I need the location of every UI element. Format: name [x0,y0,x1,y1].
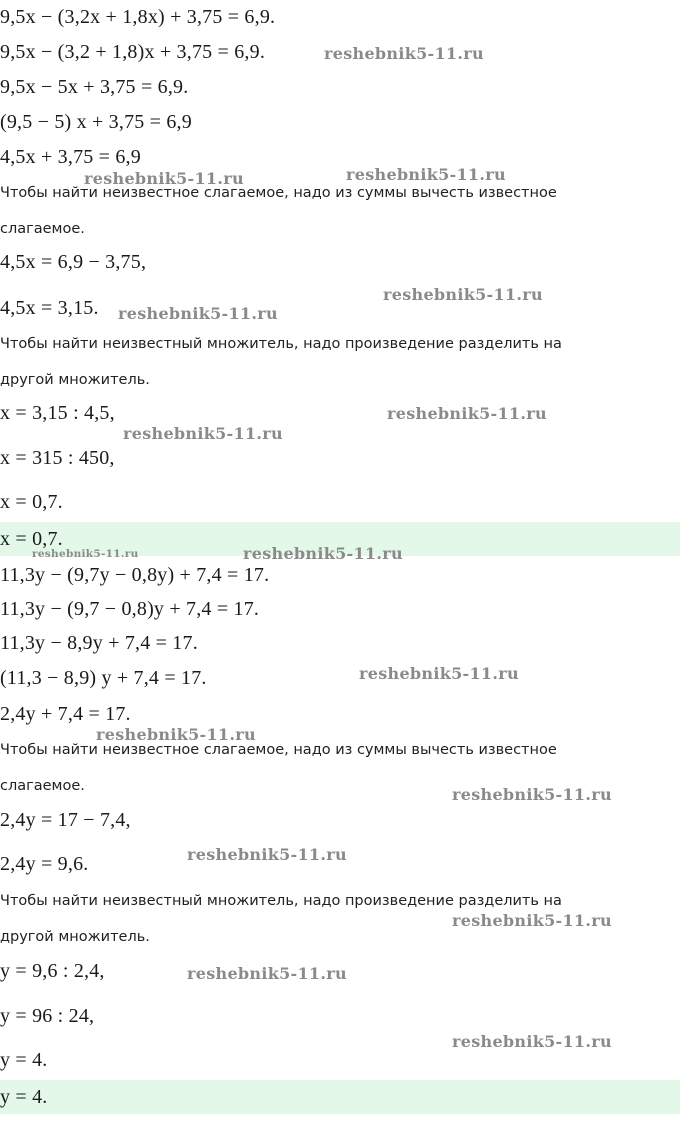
watermark: reshebnik5-11.ru [452,1032,612,1051]
watermark: reshebnik5-11.ru [324,44,484,63]
equation-line: 2,4y + 7,4 = 17. [0,703,131,725]
watermark: reshebnik5-11.ru [359,664,519,683]
watermark: reshebnik5-11.ru [387,404,547,423]
watermark: reshebnik5-11.ru [187,964,347,983]
watermark: reshebnik5-11.ru [346,165,506,184]
rule-text: другой множитель. [0,929,150,945]
equation-line: 2,4y = 9,6. [0,853,89,875]
watermark: reshebnik5-11.ru [187,845,347,864]
watermark: reshebnik5-11.ru [123,424,283,443]
equation-line: x = 3,15 : 4,5, [0,402,115,424]
equation-line: x = 315 : 450, [0,447,115,469]
rule-text: Чтобы найти неизвестное слагаемое, надо из суммы вычесть известное [0,185,557,201]
equation-line: 11,3y − (9,7 − 0,8)y + 7,4 = 17. [0,598,260,620]
rule-text: слагаемое. [0,778,85,794]
watermark: reshebnik5-11.ru [96,725,256,744]
equation-line: 2,4y = 17 − 7,4, [0,809,131,831]
equation-line: y = 96 : 24, [0,1005,95,1027]
answer-line: y = 4. [0,1086,48,1108]
equation-line: 4,5x = 6,9 − 3,75, [0,251,147,273]
equation-line: (11,3 − 8,9) y + 7,4 = 17. [0,667,207,689]
watermark: reshebnik5-11.ru [383,285,543,304]
equation-line: 11,3y − (9,7y − 0,8y) + 7,4 = 17. [0,564,270,586]
watermark: reshebnik5-11.ru [243,544,403,563]
watermark: reshebnik5-11.ru [32,548,139,560]
watermark: reshebnik5-11.ru [452,911,612,930]
equation-line: y = 9,6 : 2,4, [0,960,105,982]
equation-line: y = 4. [0,1049,48,1071]
equation-line: 9,5x − 5x + 3,75 = 6,9. [0,76,189,98]
watermark: reshebnik5-11.ru [118,304,278,323]
equation-line: x = 0,7. [0,491,63,513]
watermark: reshebnik5-11.ru [84,169,244,188]
rule-text: Чтобы найти неизвестный множитель, надо произведение разделить на [0,893,562,909]
answer-highlight [0,1080,680,1114]
equation-line: 11,3y − 8,9y + 7,4 = 17. [0,632,198,654]
rule-text: слагаемое. [0,221,85,237]
equation-line: 9,5x − (3,2 + 1,8)x + 3,75 = 6,9. [0,41,266,63]
rule-text: Чтобы найти неизвестное слагаемое, надо из суммы вычесть известное [0,742,557,758]
watermark: reshebnik5-11.ru [452,785,612,804]
equation-line: 4,5x = 3,15. [0,297,99,319]
equation-line: 9,5x − (3,2x + 1,8x) + 3,75 = 6,9. [0,6,276,28]
rule-text: другой множитель. [0,372,150,388]
equation-line: (9,5 − 5) x + 3,75 = 6,9 [0,111,192,133]
rule-text: Чтобы найти неизвестный множитель, надо произведение разделить на [0,336,562,352]
equation-line: 4,5x + 3,75 = 6,9 [0,146,141,168]
answer-line: x = 0,7. [0,528,63,550]
